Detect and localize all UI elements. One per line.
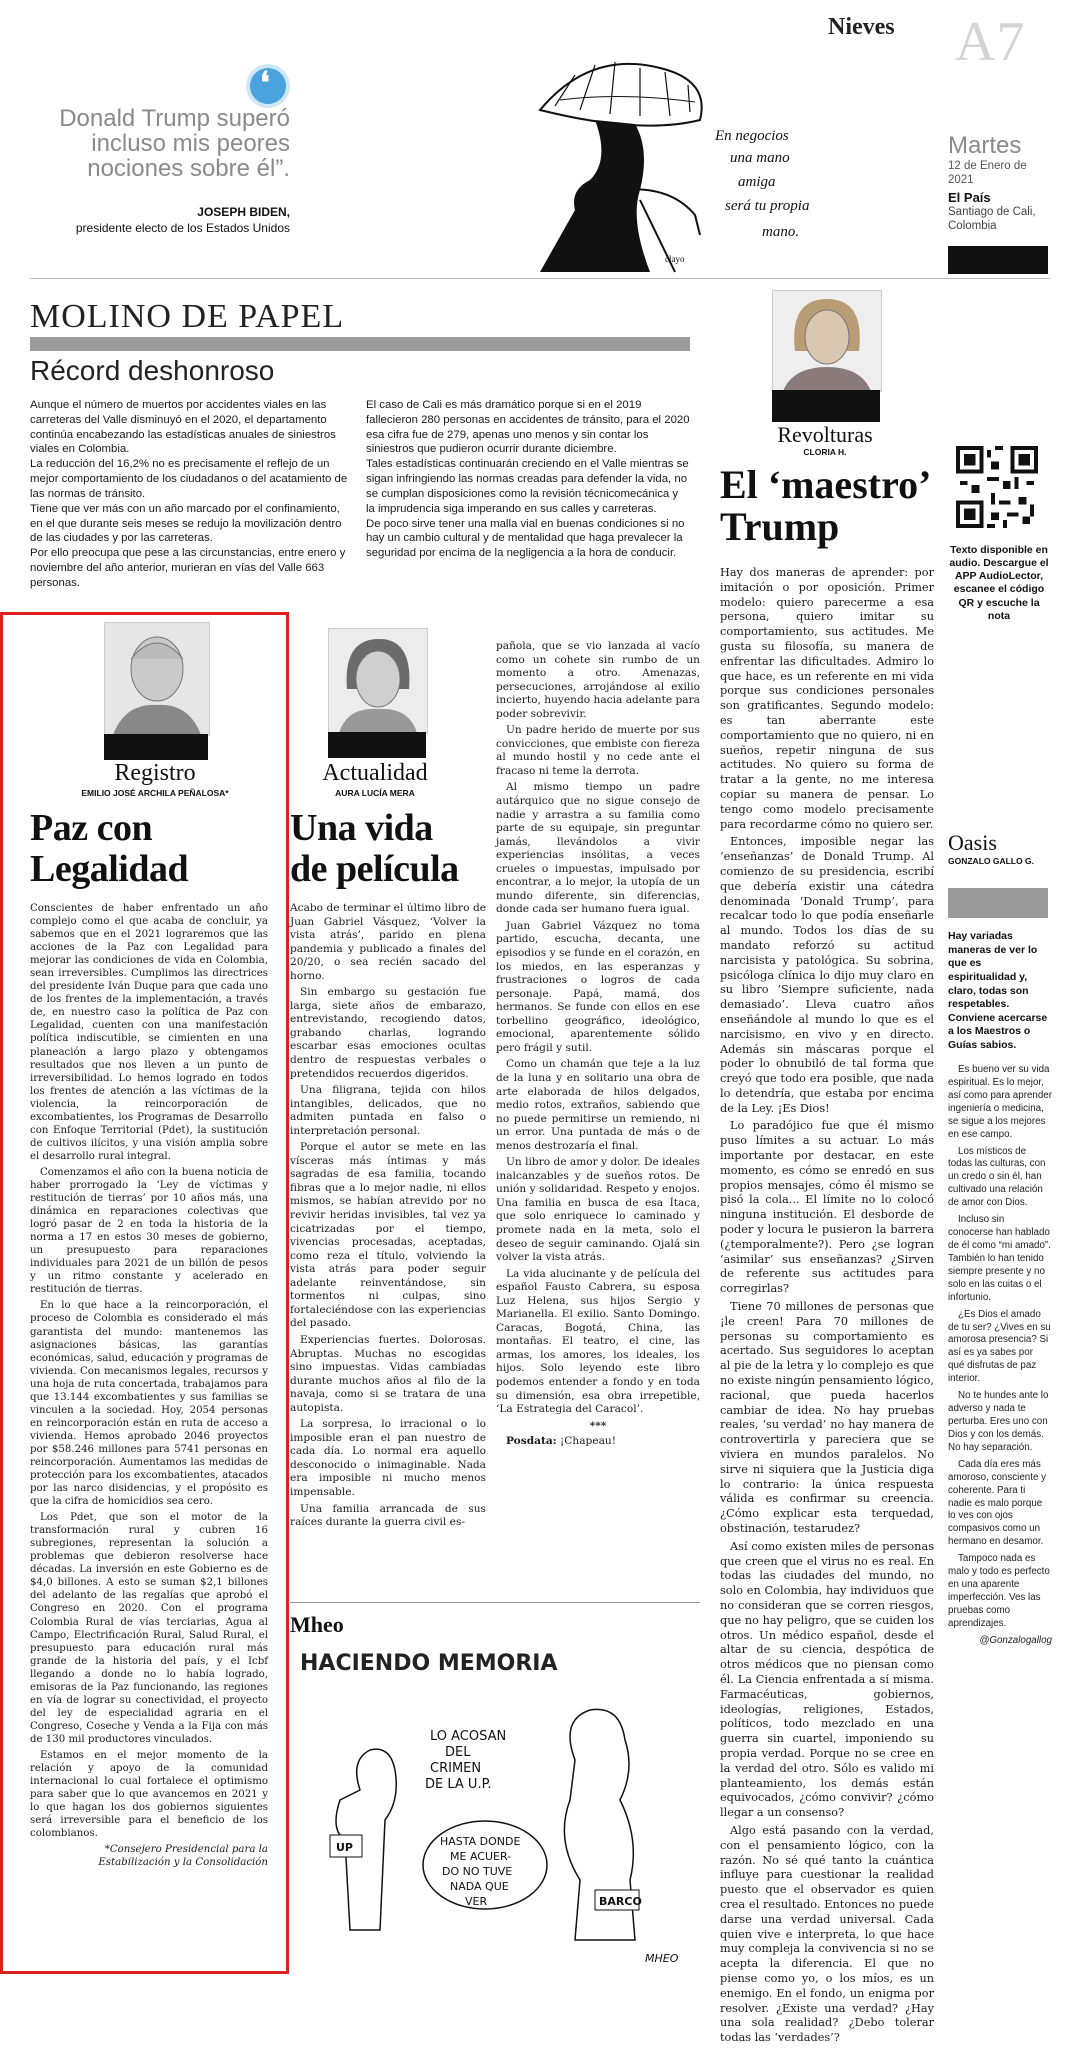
svg-text:amiga: amiga [738, 174, 776, 190]
cartoon-handwriting-1: En negocios [715, 128, 789, 144]
actualidad-bottom-rule [290, 1602, 700, 1603]
actualidad-column-2 [496, 640, 700, 1449]
actualidad-c2-p1: pañola, que se vio lanzada al vacío como un cohete sin rumbo de un momento a otro. Amenazas, persecuciones, arrojándose al exilio incierto, huyendo hacia adelante para poder sobrevivir. [496, 640, 700, 720]
svg-text:MHEO: MHEO [645, 1952, 679, 1965]
newspaper-name: El País [948, 190, 991, 205]
molino-col1-p1: Aunque el número de muertos por accidentes viales en las carreteras del Valle disminuyó en el 2020, el departamento continúa encabezando las estadísticas anuales de siniestros viales en Colombia. [30, 399, 336, 456]
actualidad-headline [290, 808, 459, 890]
actualidad-author: AURA LUCÍA MERA [335, 788, 415, 798]
actualidad-c1-p5: Experiencias fuertes. Dolorosas. Abruptas. Muchas no escogidas sino impuestas. Vidas cambiadas durante muchos años al filo de la navaja, como si se tratara de una autopista. [290, 1333, 486, 1414]
registro-p5: Estamos en el mejor momento de la relación y apoyo de la comunidad internacional lo cual fortalece el optimismo para saber que lo que avancemos en 2021 y lo que hagan los dos gobiernos siguientes será irreversible para el beneficio de los colombianos. [30, 1750, 268, 1840]
haciendo-memoria-cartoon [290, 1640, 700, 1970]
actualidad-c2-p7: La vida alucinante y de película del español Fausto Cabrera, su esposa Luz Helena, sus hijos Sergio y Marianella. El exilio. Santo Domingo. Caracas, Bogotá, China, las montañas. El teatro, el cine, las armas, los amores, los ideales, los hijos. Solo leyendo este libro podemos entender a fondo y en toda su dimensión, esa obra irrepetible, ‘La Estrategia del Caracol’. [496, 1267, 700, 1416]
oasis-column-name: Oasis [948, 830, 997, 855]
svg-text:ME ACUER-: ME ACUER- [450, 1850, 512, 1863]
molino-gray-rule [30, 337, 690, 351]
actualidad-stars: *** [589, 1419, 607, 1432]
quote-icon: ❛ [246, 64, 290, 108]
revolturas-p4: Tiene 70 millones de personas que ¡le creen! Para 70 millones de personas su comportamiento es acertado. Sus seguidores lo aceptan al pie de la letra y lo complejo es que no existe ningún pensamiento lógico, racional, que pueda hacerlos cambiar de idea. No hay pruebas reales, ‘su verdad’ no hay manera de controvertirla y pareciera que se viviera en mundos paralelos. No sirve ni siquiera que la Justicia diga lo contrario: la única respuesta válida es confirmar su creencia. ¿Cómo explicar esta terquedad, obstinación, testarudez? [720, 1300, 934, 1535]
molino-column-1 [30, 398, 348, 591]
actualidad-headline-line2: de película [290, 848, 459, 891]
svg-text:VER: VER [465, 1895, 488, 1908]
man-portrait-icon [105, 623, 209, 735]
actualidad-c1-p2: Sin embargo su gestación fue larga, siete años de embarazo, entrevistando, recogiendo datos, grabando charlas, logrando escarbar esas emociones ocultas dentro de respuestas verbales o pretendidos recuerdos digeridos. [290, 986, 486, 1080]
svg-text:HACIENDO MEMORIA: HACIENDO MEMORIA [300, 1651, 558, 1676]
revolturas-headline [720, 464, 931, 548]
date-full: 12 de Enero de 2021 [948, 160, 1027, 186]
woman-with-hat-illustration [500, 40, 840, 275]
molino-col1-p4: Por ello preocupa que pese a las circunstancias, entre enero y noviembre del año anterior, murieran en vías del Valle 663 personas. [30, 547, 346, 589]
oasis-p7: Tampoco nada es malo y todo es perfecto en una aparente imperfección. Ves las pruebas como aprendizajes. [948, 1553, 1050, 1629]
revolturas-photo-bar [772, 390, 880, 422]
oasis-p2: Los místicos de todas las culturas, con un credo o sin él, han cultivado una relación de amor con Dios. [948, 1145, 1046, 1209]
registro-headline-line2: Legalidad [30, 848, 189, 891]
quote-text: Donald Trump superó incluso mis peores nociones sobre él”. [59, 105, 290, 183]
molino-section-title: MOLINO DE PAPEL [30, 298, 345, 335]
registro-p1: Conscientes de haber enfrentado un año complejo como el que acaba de concluir, ya sabemos que en el 2021 lograremos que las acciones de la Paz con Legalidad para mejorar las condiciones de vida en Colombia, sean irreversibles. Cumplimos las directrices del presidente Iván Duque para que cada uno de los frentes de la implementación, a través de, en nuestro caso la política de Paz con Legalidad, cuenten con una manifestación política indiscutible, se cimienten en una planeación a largo plazo y obtengamos resultados que nos lleven a un punto de irreversibilidad. Lo hemos logrado en todos los frentes de atención a las víctimas de la violencia, la reincorporación de excombatientes, los Programas de Desarrollo con Enfoque Territorial (Pdet), la sustitución de cultivos ilícitos, y una visión amplia sobre el desarrollo rural integral. [30, 903, 268, 1162]
actualidad-c2-p3: Al mismo tiempo un padre autárquico que no sigue consejo de nadie y arrastra a su familia como parte de su equipaje, sin preguntar jamás, llevándolos a vivir experiencias insólitas, a veces crueles o impuestas, impulsado por encontrar, a lo mejor, la utopía de un mundo diferente, sin diferencias, donde cada ser humano fuera igual. [496, 781, 700, 916]
oasis-p4: ¿Es Dios el amado de tu ser? ¿Vives en su amorosa presencia? Si así es ya sabes por qué disfrutas de paz interior. [948, 1308, 1051, 1385]
svg-text:HASTA DONDE: HASTA DONDE [440, 1835, 521, 1848]
oasis-body [948, 1064, 1052, 1648]
registro-footnote: *Consejero Presidencial para la Estabilización y la Consolidación [98, 1844, 268, 1869]
actualidad-c1-p1: Acabo de terminar el último libro de Juan Gabriel Vásquez, ‘Volver la vista atrás’, parido en plena pandemia y publicado a finales del 20/20, o sea recién sacado del horno. [290, 902, 486, 982]
molino-col1-p2: La reducción del 16,2% no es precisamente el reflejo de un mejor comportamiento de los ciudadanos o del acatamiento de las normas de tránsito. [30, 458, 348, 500]
oasis-gray-bar [948, 888, 1048, 918]
svg-text:será tu propia: será tu propia [725, 198, 810, 214]
section-name: Nieves [828, 14, 895, 40]
svg-text:una mano: una mano [730, 150, 790, 166]
registro-author-photo [104, 622, 210, 736]
oasis-p1: Es bueno ver su vida espiritual. Es lo mejor, así como para aprender ingeniería o medicina, se sigue a los mejores en ese campo. [948, 1064, 1053, 1140]
svg-text:DO NO TUVE: DO NO TUVE [442, 1865, 513, 1878]
revolturas-author-photo [772, 290, 882, 392]
svg-text:DEL: DEL [445, 1745, 471, 1760]
actualidad-c2-p6: Un libro de amor y dolor. De ideales inalcanzables y de sueños rotos. De unión y solidaridad. Respeto y enojos. Una familia en busca de esa Ítaca, que solo enriquece lo caminado y promete nada en la meta, solo el deseo de seguir caminando. Ojalá sin volver la vista atrás. [496, 1156, 700, 1264]
page-number: A7 [955, 11, 1026, 73]
header-rule [30, 278, 1050, 279]
actualidad-c2-p2: Un padre herido de muerte por sus convicciones, que embiste con fiereza al mundo hostil y no cede ante el fracaso ni teme la derrota. [496, 724, 700, 777]
svg-text:DE LA U.P.: DE LA U.P. [425, 1777, 492, 1792]
molino-col2-p2: Tales estadísticas continuarán creciendo en el Valle mientras se sigan infringiendo las normas creadas para defender la vida, no se cumplan disposiciones como la revisión técnicomecánica y la imprudencia siga imperando en sus calles y carreteras. [366, 458, 689, 515]
revolturas-p2: Entonces, imposible negar las ‘enseñanzas’ de Donald Trump. Al comienzo de su presidencia, escribí que debería existir una cátedra denominada ‘Donald Trump’, para recalcar todo lo que podía enseñarle al mundo. Todos los días de su mandato reforzó su actitud narcisista y patológica. Su sobrina, psicóloga clínica lo dijo muy claro en su libro ‘Siempre suficiente, nada demasiado’. Lleva cuatro años enseñándole al mundo lo que es el narcisismo, en vivo y en directo. Además sin máscaras porque el poder lo obnubiló de tal forma que creyó que todo era posible, que nada lo detendría, que estaba por encima de la Ley. ¡Es Dios! [720, 835, 934, 1115]
newspaper-city: Santiago de Cali, Colombia [948, 206, 1036, 232]
oasis-p6: Cada día eres más amoroso, consciente y coherente. Para ti nadie es malo porque lo ves con ojos compasivos como un hermano en desamor. [948, 1458, 1047, 1548]
svg-text:mano.: mano. [762, 224, 800, 240]
revolturas-p3: Lo paradójico fue que él mismo puso límites a su actuar. Lo más importante por destacar, en este momento, es cómo se enredó en sus propios mensajes, cómo él mismo se pisó la cola... El límite no lo colocó ninguna institución. El desborde de poder y locura le pusieron la barrera (¿temporalmente?). Pero ¿se logran ‘asimilar’ sus enseñanzas? ¿Sirven de referente sus actitudes para corregirlas? [720, 1119, 934, 1296]
quote-author-role: presidente electo de los Estados Unidos [75, 221, 290, 235]
actualidad-c1-p3: Una filigrana, tejida con hilos intangibles, delicados, que no admiten puntada en falso o interpretación personal. [290, 1084, 486, 1137]
oasis-p5: No te hundes ante lo adverso y nada te perturba. Eres uno con Dios y con los demás. No hay separación. [948, 1390, 1049, 1453]
svg-text:NADA QUE: NADA QUE [450, 1880, 509, 1893]
date-day: Martes [948, 132, 1022, 159]
registro-p2: Comenzamos el año con la buena noticia de haber prorrogado la ‘Ley de víctimas y restitución de tierras’ por 10 años más, una dinámica en reparaciones colectivas que logró pasar de 2 en toda la historia de la norma a 17 en estos 30 meses de gobierno, un presupuesto para reparaciones individuales para 2021 de un billón de pesos y un ritmo constante y acelerado en restitución de tierras. [30, 1166, 268, 1296]
actualidad-column-1 [290, 902, 486, 1533]
actualidad-c1-p6: La sorpresa, lo irracional o lo imposible eran el pan nuestro de cada día. Lo normal era aquello desconocido o inimaginable. Nada era imposible ni mucho menos impensable. [290, 1418, 486, 1498]
registro-headline-line1: Paz con [30, 807, 153, 849]
oasis-p3: Incluso sin conocerse han hablado de él como “mi amado”. También lo han tenido siempre presente y no solo en las cuitas o el infortunio. [948, 1214, 1051, 1303]
registro-p3: En lo que hace a la reincorporación, el proceso de Colombia es considerado el más garantista del mundo: mantenemos las asignaciones básicas, las garantías económicas, salud, educación y programas de vivienda. Con mecanismos legales, recursos y una hoja de ruta concertada, trabajamos para que 13.144 excombatientes y sus familias se vinculen a la sociedad. Hoy, 2054 personas en reincorporación están en ruta de acceso a vivienda. Hemos aprobado 2046 proyectos por $58.246 millones para 5741 personas en reincorporación. Aumentamos las medidas de protección para los excombatientes, atacados por las narco disidencias, y el propósito es que la cifra de homicidios sea cero. [30, 1300, 268, 1508]
revolturas-headline-line1: El ‘maestro’ [720, 462, 932, 507]
revolturas-p6: Algo está pasando con la verdad, con el pensamiento lógico, con la razón. No sé qué tanto la cuántica influye para cuestionar la realidad puesto que el observador es quien crea el resultado. Entonces no puede darse una verdad universal. Cada quien vive e interpreta, lo que hace muy compleja la convivencia si no se acepta la diferencia. El que no piense como yo, o los míos, es un enemigo. En el fondo, un enigma por resolver. ¿Existe una verdad? ¿Hay una sola realidad? ¿Debo tolerar todas las ‘verdades’? [720, 1823, 934, 2045]
registro-headline [30, 808, 188, 890]
actualidad-posdata: Posdata: ¡Chapeau! [506, 1435, 616, 1448]
actualidad-c1-p4: Porque el autor se mete en las vísceras más íntimas y más sagradas de esa familia, tocando fibras que a lo mejor nadie, ni ellos mismos, se habían atrevido por no revivir heridas invisibles, tal vez ya cicatrizadas por el tiempo, vivencias procesadas, aceptadas, como reza el título, volviendo la vista atrás para poder seguir adelante reinventándose, sin tormentos ni culpas, sino fortaleciéndose con las experiencias del pasado. [290, 1141, 486, 1330]
actualidad-photo-bar [328, 732, 426, 758]
top-cartoon [500, 40, 840, 275]
actualidad-c2-p4: Juan Gabriel Vázquez no toma partido, escucha, decanta, une episodios y se funde en el corazón, en los miedos, en las esperanzas y frustraciones o logros de cada personaje. Papá, mamá, dos hermanos. Se funde con ellos en ese torbellino geográfico, ideológico, emocional, aparentemente sólido pero frágil y sutil. [496, 919, 700, 1054]
date-black-bar [948, 246, 1048, 274]
registro-column-name: Registro [114, 760, 196, 786]
qr-instructions: Texto disponible en audio. Descargue el APP AudioLector, escanee el código QR y escuche la nota [949, 544, 1049, 622]
molino-col2-p3: De poco sirve tener una malla vial en buenas condiciones si no hay un cambio cultural y de mentalidad que haga prevalecer la seguridad por encima de la negligencia a la hora de conducir. [366, 517, 685, 560]
woman-portrait-icon [773, 291, 881, 391]
qr-code-icon [956, 446, 1038, 528]
actualidad-column-name: Actualidad [322, 760, 428, 786]
actualidad-c1-p7: Una familia arrancada de sus raíces durante la guerra civil es- [290, 1502, 486, 1529]
woman-portrait-icon [329, 629, 427, 733]
revolturas-author: CLORIA H. [803, 447, 847, 457]
quote-author: JOSEPH BIDEN, [197, 205, 290, 219]
molino-col1-p3: Tiene que ver más con un año marcado por el confinamiento, en el que durante seis meses se redujo la movilización dentro de las ciudades y por las carreteras. [30, 502, 342, 545]
actualidad-c2-p5: Como un chamán que teje a la luz de la luna y en solitario una obra de arte elaborada de hilos delgados, medio rotos, extraños, sabiendo que no puede permitirse un remiendo, ni un error. Una puntada de más o de menos destrozaría el final. [496, 1058, 700, 1152]
revolturas-headline-line2: Trump [720, 504, 840, 549]
svg-text:BARCO: BARCO [599, 1895, 642, 1908]
revolturas-p5: Así como existen miles de personas que creen que el virus no es real. En todas las ciudades del mundo, no solo en Colombia, hay individuos que no consideran que se corren riesgos, que no hay peligro, que se cuiden los otros. Un médico español, desde el altar de su ciencia, despótica de otros médicos que no piensan como él. La Ciencia enfrentada a sí misma. Farmacéuticas, gobiernos, ideologías, religiones, Estados, políticos, todo mezclado en una guerra sin cuartel, imponiendo su propia verdad. Porque no se cree en la verdad del otro. Sólo es valido mi planteamiento, los demás están equivocados, ¿cómo convivir? ¿cómo llegar a un consenso? [720, 1539, 934, 1820]
registro-p4: Los Pdet, que son el motor de la transformación rural y cubren 16 subregiones, representan la solución a problemas que debieron resolverse hace décadas. La inversión en este Gobierno es de $4,0 billones. A esto se suman $2,1 billones del adelanto de las regalías que aprobó el Congreso en 2020. Con el programa Colombia Rural de vías terciarias, Agua al Campo, Electrificación Rural, Salud Rural, el presupuesto para educación rural más grande de la historia del país, y el Icbf llegando a donde no lo había logrado, emisoras de la Paz funcionando, las regiones en vía de lograr su conectividad, el proyecto del ley de especialidad agraria en el Congreso, Coseche y Venda a la Fija con más de 130 mil productores vinculados. [30, 1512, 268, 1745]
molino-headline: Récord deshonroso [30, 355, 275, 386]
revolturas-p1: Hay dos maneras de aprender: por imitación o por oposición. Primer modelo: quiero parecerme a esa persona, quiero imitar su comportamiento, sus actitudes. Me gusta su filosofía, su manera de enfrentar las dificultades. Admiro lo que hace, es un referente en mi vida porque sus condiciones personales son gratificantes. Segundo modelo: es tan aberrante este comportamiento que no quiero, ni en sueños, repetir ninguna de sus actitudes. No quiero su forma de tratar a la gente, no me interesa copiar su manera de pensar. Lo tengo como modelo precisamente para recordarme cómo no quiero ser. [720, 566, 934, 831]
revolturas-column-name: Revolturas [777, 422, 873, 447]
actualidad-author-photo [328, 628, 428, 734]
registro-body [30, 902, 268, 1869]
registro-author: EMILIO JOSÉ ARCHILA PEÑALOSA* [81, 788, 229, 798]
mheo-label: Mheo [290, 1612, 344, 1637]
svg-text:clayo: clayo [665, 254, 685, 264]
oasis-lead: Hay variadas maneras de ver lo que es espiritualidad y, claro, todas son respetables. Conviene acercarse a los Maestros o Guías sabios. [948, 930, 1048, 1052]
oasis-handle[interactable]: @Gonzalogallog [979, 1634, 1052, 1646]
svg-text:CRIMEN: CRIMEN [430, 1761, 482, 1776]
mheo-cartoon [290, 1640, 700, 1970]
qr-code[interactable] [956, 446, 1038, 528]
svg-text:UP: UP [336, 1841, 353, 1854]
molino-column-2 [366, 398, 690, 561]
oasis-author: GONZALO GALLO G. [948, 856, 1034, 866]
registro-photo-bar [104, 734, 208, 760]
actualidad-headline-line1: Una vida [290, 807, 433, 849]
svg-text:LO ACOSAN: LO ACOSAN [430, 1729, 507, 1744]
revolturas-body [720, 566, 934, 2049]
molino-col2-p1: El caso de Cali es más dramático porque si en el 2019 fallecieron 280 personas en accidentes de tránsito, para el 2020 esa cifra fue de 279, apenas uno menos y sin contar los siniestros que pudieron ocurrir durante diciembre. [366, 399, 690, 456]
